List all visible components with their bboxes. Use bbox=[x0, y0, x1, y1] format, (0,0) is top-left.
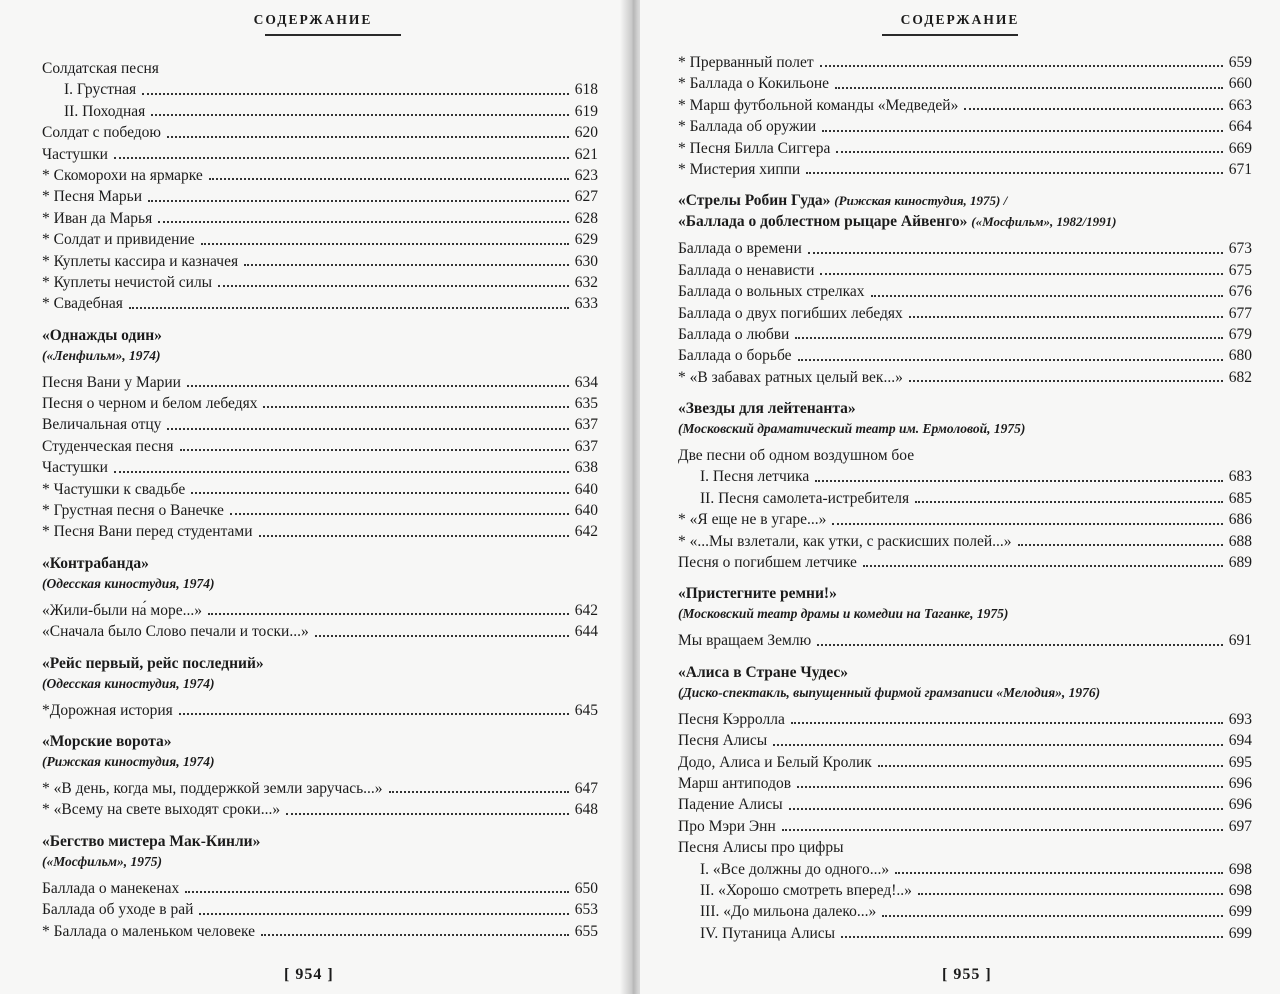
toc-entry bbox=[678, 324, 1252, 345]
entry-page-number: 647 bbox=[574, 779, 598, 797]
toc-list bbox=[42, 58, 598, 315]
entry-page-number: 620 bbox=[574, 124, 598, 142]
entry-page-number: 635 bbox=[574, 395, 598, 413]
toc-entry bbox=[42, 700, 598, 721]
section-source: (Рижская киностудия, 1974) bbox=[42, 753, 215, 769]
entry-page-number: 696 bbox=[1228, 774, 1252, 792]
entry-page-number: 679 bbox=[1228, 325, 1252, 343]
entry-page-number: 699 bbox=[1228, 924, 1252, 942]
toc-entry bbox=[42, 208, 598, 229]
entry-title: * Свадебная bbox=[42, 295, 123, 313]
dot-leader bbox=[180, 449, 569, 451]
entry-page-number: 677 bbox=[1228, 304, 1252, 322]
dot-leader bbox=[791, 722, 1223, 724]
toc-entry bbox=[678, 238, 1252, 259]
entry-title: * «Всему на свете выходят сроки...» bbox=[42, 801, 281, 819]
toc-section bbox=[42, 731, 598, 821]
section-title: «Рейс первый, рейс последний» bbox=[42, 654, 264, 672]
section-source: (Московский театр драмы и комедии на Таганке, 1975) bbox=[678, 606, 1009, 622]
toc-entry bbox=[678, 901, 1252, 922]
section-source: («Мосфильм», 1982/1991) bbox=[971, 214, 1117, 230]
entry-page-number: 689 bbox=[1228, 554, 1252, 572]
toc-entry bbox=[678, 923, 1252, 944]
dot-leader bbox=[167, 428, 568, 430]
toc-entry bbox=[42, 799, 598, 820]
entry-title: Песня Вани у Марии bbox=[42, 373, 181, 391]
dot-leader bbox=[179, 713, 569, 715]
toc-entry bbox=[42, 500, 598, 521]
toc-entry bbox=[42, 122, 598, 143]
section-source: (Одесская киностудия, 1974) bbox=[42, 675, 215, 691]
section-title: «Однажды один» bbox=[42, 326, 162, 344]
left-page bbox=[0, 0, 626, 994]
entry-page-number: 628 bbox=[574, 209, 598, 227]
entry-title: * Иван да Марья bbox=[42, 209, 153, 227]
dot-leader bbox=[808, 252, 1223, 254]
dot-leader bbox=[822, 130, 1223, 132]
dot-leader bbox=[795, 337, 1222, 339]
entry-page-number: 697 bbox=[1228, 817, 1252, 835]
right-page bbox=[640, 0, 1280, 994]
running-head: СОДЕРЖАНИЕ bbox=[900, 12, 1020, 27]
dot-leader bbox=[797, 786, 1223, 788]
toc-entry bbox=[42, 58, 598, 79]
entry-title: I. Грустная bbox=[64, 81, 137, 99]
entry-title: Баллада о любви bbox=[678, 325, 790, 343]
entry-title: «Сначала было Слово печали и тоски...» bbox=[42, 623, 309, 641]
entry-page-number: 699 bbox=[1228, 903, 1252, 921]
toc-entry bbox=[42, 457, 598, 478]
dot-leader bbox=[201, 243, 569, 245]
toc-entry bbox=[678, 445, 1252, 466]
toc-section bbox=[42, 553, 598, 643]
toc-entry bbox=[678, 752, 1252, 773]
toc-entry bbox=[42, 921, 598, 942]
dot-leader bbox=[871, 295, 1223, 297]
dot-leader bbox=[187, 385, 569, 387]
dot-leader bbox=[315, 635, 569, 637]
entry-page-number: 673 bbox=[1228, 240, 1252, 258]
entry-page-number: 650 bbox=[574, 879, 598, 897]
dot-leader bbox=[1018, 544, 1223, 546]
section-source: (Рижская киностудия, 1975) / bbox=[834, 193, 1008, 209]
entry-title: II. Песня самолета-истребителя bbox=[700, 489, 910, 507]
toc-section bbox=[42, 325, 598, 543]
entry-title: * Грустная песня о Ванечке bbox=[42, 502, 224, 520]
section-title: «Контрабанда» bbox=[42, 554, 149, 572]
entry-page-number: 629 bbox=[574, 231, 598, 249]
dot-leader bbox=[832, 523, 1222, 525]
entry-title: Баллада о манекенах bbox=[42, 879, 180, 897]
entry-page-number: 682 bbox=[1228, 368, 1252, 386]
toc-entry bbox=[678, 260, 1252, 281]
entry-title: Додо, Алиса и Белый Кролик bbox=[678, 753, 872, 771]
entry-title: * Прерванный полет bbox=[678, 53, 814, 71]
toc-entry bbox=[678, 138, 1252, 159]
section-title-main: «Баллада о доблестном рыцаре Айвенго» bbox=[678, 213, 968, 231]
entry-title: *Дорожная история bbox=[42, 701, 173, 719]
entry-title: Про Мэри Энн bbox=[678, 817, 776, 835]
dot-leader bbox=[148, 200, 569, 202]
dot-leader bbox=[820, 65, 1223, 67]
toc-entry bbox=[678, 303, 1252, 324]
toc-section bbox=[678, 190, 1252, 388]
entry-page-number: 648 bbox=[574, 801, 598, 819]
section-title: «Бегство мистера Мак-Кинли» bbox=[42, 832, 261, 850]
entry-title: III. «До мильона далеко...» bbox=[700, 903, 877, 921]
entry-page-number: 633 bbox=[574, 295, 598, 313]
toc-entry bbox=[42, 101, 598, 122]
entry-page-number: 669 bbox=[1228, 139, 1252, 157]
toc-entry bbox=[42, 144, 598, 165]
toc-list bbox=[678, 52, 1252, 180]
toc-entry bbox=[42, 479, 598, 500]
dot-leader bbox=[191, 492, 569, 494]
entry-title: * Песня Билла Сиггера bbox=[678, 139, 831, 157]
dot-leader bbox=[259, 535, 569, 537]
section-title: «Пристегните ремни!» bbox=[678, 585, 837, 603]
dot-leader bbox=[782, 829, 1223, 831]
entry-page-number: 653 bbox=[574, 901, 598, 919]
dot-leader bbox=[158, 221, 569, 223]
toc-entry bbox=[678, 52, 1252, 73]
entry-page-number: 638 bbox=[574, 459, 598, 477]
section-source: (Московский драматический театр им. Ермоловой, 1975) bbox=[678, 421, 1026, 437]
dot-leader bbox=[918, 893, 1223, 895]
entry-page-number: 634 bbox=[574, 373, 598, 391]
entry-title: Песня Кэрролла bbox=[678, 710, 785, 728]
toc-section bbox=[42, 653, 598, 721]
toc-entry bbox=[42, 899, 598, 920]
entry-title: Солдатская песня bbox=[42, 59, 159, 77]
toc-entry bbox=[678, 159, 1252, 180]
entry-page-number: 621 bbox=[574, 145, 598, 163]
entry-page-number: 642 bbox=[574, 523, 598, 541]
dot-leader bbox=[789, 808, 1223, 810]
dot-leader bbox=[389, 791, 569, 793]
header-rule bbox=[882, 34, 1018, 36]
toc-entry bbox=[678, 345, 1252, 366]
entry-title: Падение Алисы bbox=[678, 796, 783, 814]
dot-leader bbox=[261, 934, 569, 936]
toc-entry bbox=[42, 372, 598, 393]
toc-section bbox=[678, 662, 1252, 944]
entry-page-number: 680 bbox=[1228, 347, 1252, 365]
entry-page-number: 637 bbox=[574, 416, 598, 434]
entry-page-number: 685 bbox=[1228, 489, 1252, 507]
toc-entry bbox=[678, 488, 1252, 509]
running-head: СОДЕРЖАНИЕ bbox=[253, 12, 373, 27]
toc-entry bbox=[678, 281, 1252, 302]
section-title: «Звезды для лейтенанта» bbox=[678, 400, 856, 418]
dot-leader bbox=[817, 644, 1223, 646]
dot-leader bbox=[915, 501, 1223, 503]
entry-page-number: 693 bbox=[1228, 710, 1252, 728]
section-title: «Алиса в Стране Чудес» bbox=[678, 663, 849, 681]
entry-title: * Песня Марьи bbox=[42, 188, 143, 206]
section-source: (Диско-спектакль, выпущенный фирмой грамзаписи «Мелодия», 1976) bbox=[678, 684, 1101, 700]
dot-leader bbox=[836, 151, 1222, 153]
entry-page-number: 645 bbox=[574, 701, 598, 719]
entry-title: I. «Все должны до одного...» bbox=[700, 860, 890, 878]
toc-entry bbox=[678, 859, 1252, 880]
entry-title: Баллада об уходе в рай bbox=[42, 901, 194, 919]
entry-title: * «...Мы взлетали, как утки, с раскисших полей...» bbox=[678, 532, 1012, 550]
dot-leader bbox=[878, 765, 1223, 767]
toc-entry bbox=[678, 730, 1252, 751]
toc-section bbox=[42, 831, 598, 942]
entry-title: * Баллада о маленьком человеке bbox=[42, 922, 256, 940]
entry-page-number: 640 bbox=[574, 480, 598, 498]
dot-leader bbox=[909, 316, 1223, 318]
section-source: («Ленфильм», 1974) bbox=[42, 347, 161, 363]
toc-entry bbox=[42, 251, 598, 272]
section-source: («Мосфильм», 1975) bbox=[42, 853, 162, 869]
dot-leader bbox=[151, 114, 568, 116]
toc-entry bbox=[42, 414, 598, 435]
entry-page-number: 688 bbox=[1228, 532, 1252, 550]
entry-page-number: 663 bbox=[1228, 96, 1252, 114]
toc-entry bbox=[42, 600, 598, 621]
toc-section bbox=[678, 398, 1252, 573]
entry-page-number: 694 bbox=[1228, 732, 1252, 750]
entry-title: «Жили-были на́ море...» bbox=[42, 601, 202, 619]
toc-entry bbox=[678, 880, 1252, 901]
toc-column-right bbox=[678, 52, 1252, 944]
entry-title: Баллада о двух погибших лебедях bbox=[678, 304, 903, 322]
dot-leader bbox=[882, 915, 1222, 917]
entry-title: Песня о черном и белом лебедях bbox=[42, 395, 258, 413]
dot-leader bbox=[815, 480, 1223, 482]
toc-entry bbox=[678, 95, 1252, 116]
entry-title: * Солдат и привидение bbox=[42, 231, 195, 249]
toc-entry bbox=[42, 521, 598, 542]
entry-title: * Марш футбольной команды «Медведей» bbox=[678, 96, 959, 114]
entry-title: II. «Хорошо смотреть вперед!..» bbox=[700, 881, 912, 899]
dot-leader bbox=[895, 872, 1223, 874]
dot-leader bbox=[208, 613, 569, 615]
toc-entry bbox=[42, 165, 598, 186]
entry-page-number: 618 bbox=[574, 81, 598, 99]
dot-leader bbox=[773, 744, 1223, 746]
dot-leader bbox=[964, 108, 1222, 110]
dot-leader bbox=[863, 565, 1223, 567]
toc-entry bbox=[42, 186, 598, 207]
dot-leader bbox=[244, 264, 569, 266]
section-title-main: «Стрелы Робин Гуда» bbox=[678, 192, 831, 210]
entry-page-number: 619 bbox=[574, 102, 598, 120]
entry-title: II. Походная bbox=[64, 102, 146, 120]
toc-entry bbox=[678, 552, 1252, 573]
toc-entry bbox=[678, 837, 1252, 858]
entry-page-number: 627 bbox=[574, 188, 598, 206]
dot-leader bbox=[286, 813, 569, 815]
toc-entry bbox=[678, 367, 1252, 388]
toc-entry bbox=[678, 466, 1252, 487]
dot-leader bbox=[114, 157, 569, 159]
entry-title: Мы вращаем Землю bbox=[678, 632, 812, 650]
entry-page-number: 660 bbox=[1228, 75, 1252, 93]
entry-title: Студенческая песня bbox=[42, 437, 174, 455]
section-title: «Морские ворота» bbox=[42, 732, 172, 750]
entry-page-number: 696 bbox=[1228, 796, 1252, 814]
dot-leader bbox=[185, 891, 569, 893]
entry-title: * Частушки к свадьбе bbox=[42, 480, 186, 498]
toc-entry bbox=[42, 293, 598, 314]
toc-entry bbox=[678, 773, 1252, 794]
toc-entry bbox=[678, 116, 1252, 137]
dot-leader bbox=[114, 471, 569, 473]
entry-title: Песня Алисы bbox=[678, 732, 768, 750]
entry-title: Две песни об одном воздушном бое bbox=[678, 447, 915, 465]
entry-title: * Баллада о Кокильоне bbox=[678, 75, 830, 93]
entry-title: Марш антиподов bbox=[678, 774, 792, 792]
page-number: [ 955 ] bbox=[942, 966, 992, 983]
entry-title: Баллада о борьбе bbox=[678, 347, 792, 365]
toc-entry bbox=[678, 73, 1252, 94]
entry-title: Величальная отцу bbox=[42, 416, 162, 434]
entry-title: Песня Алисы про цифры bbox=[678, 839, 844, 857]
entry-title: I. Песня летчика bbox=[700, 468, 810, 486]
entry-page-number: 675 bbox=[1228, 261, 1252, 279]
dot-leader bbox=[909, 380, 1223, 382]
toc-entry bbox=[42, 778, 598, 799]
entry-page-number: 644 bbox=[574, 623, 598, 641]
entry-page-number: 659 bbox=[1228, 53, 1252, 71]
entry-title: * Куплеты кассира и казначея bbox=[42, 252, 239, 270]
dot-leader bbox=[835, 87, 1223, 89]
entry-title: * «Я еще не в угаре...» bbox=[678, 511, 827, 529]
toc-entry bbox=[42, 621, 598, 642]
toc-entry bbox=[42, 272, 598, 293]
section-source: (Одесская киностудия, 1974) bbox=[42, 575, 215, 591]
entry-page-number: 637 bbox=[574, 437, 598, 455]
dot-leader bbox=[209, 178, 569, 180]
toc-entry bbox=[42, 79, 598, 100]
entry-page-number: 686 bbox=[1228, 511, 1252, 529]
toc-entry bbox=[678, 509, 1252, 530]
entry-page-number: 664 bbox=[1228, 118, 1252, 136]
entry-title: * Мистерия хиппи bbox=[678, 160, 801, 178]
header-rule bbox=[265, 34, 401, 36]
toc-entry bbox=[42, 229, 598, 250]
section-title bbox=[678, 190, 1252, 211]
toc-entry bbox=[678, 630, 1252, 651]
entry-page-number: 642 bbox=[574, 601, 598, 619]
toc-entry bbox=[678, 794, 1252, 815]
toc-entry bbox=[42, 878, 598, 899]
toc-column-left bbox=[42, 58, 598, 942]
entry-title: Солдат с победою bbox=[42, 124, 162, 142]
entry-page-number: 640 bbox=[574, 502, 598, 520]
toc-entry bbox=[678, 531, 1252, 552]
entry-title: * «В забавах ратных целый век...» bbox=[678, 368, 903, 386]
toc-entry bbox=[678, 709, 1252, 730]
entry-title: Баллада о вольных стрелках bbox=[678, 283, 865, 301]
dot-leader bbox=[199, 913, 568, 915]
entry-page-number: 691 bbox=[1228, 632, 1252, 650]
toc-entry bbox=[678, 816, 1252, 837]
entry-page-number: 698 bbox=[1228, 881, 1252, 899]
entry-page-number: 632 bbox=[574, 273, 598, 291]
dot-leader bbox=[806, 172, 1223, 174]
dot-leader bbox=[218, 285, 569, 287]
page-number: [ 954 ] bbox=[284, 966, 334, 983]
dot-leader bbox=[142, 93, 569, 95]
entry-title: Баллада о времени bbox=[678, 240, 802, 258]
entry-title: IV. Путаница Алисы bbox=[700, 924, 836, 942]
dot-leader bbox=[841, 936, 1223, 938]
entry-page-number: 623 bbox=[574, 166, 598, 184]
entry-title: Частушки bbox=[42, 145, 108, 163]
entry-page-number: 676 bbox=[1228, 283, 1252, 301]
toc-entry bbox=[42, 393, 598, 414]
entry-title: * Скоморохи на ярмарке bbox=[42, 166, 203, 184]
dot-leader bbox=[820, 273, 1222, 275]
entry-title: * Песня Вани перед студентами bbox=[42, 523, 253, 541]
toc-entry bbox=[42, 436, 598, 457]
entry-page-number: 698 bbox=[1228, 860, 1252, 878]
entry-page-number: 630 bbox=[574, 252, 598, 270]
entry-title: Частушки bbox=[42, 459, 108, 477]
dot-leader bbox=[798, 359, 1223, 361]
entry-title: * «В день, когда мы, поддержкой земли заручась...» bbox=[42, 779, 383, 797]
entry-title: Песня о погибшем летчике bbox=[678, 554, 857, 572]
dot-leader bbox=[263, 406, 568, 408]
dot-leader bbox=[167, 136, 569, 138]
entry-title: Баллада о ненависти bbox=[678, 261, 815, 279]
dot-leader bbox=[230, 513, 569, 515]
section-title bbox=[678, 211, 1252, 232]
dot-leader bbox=[129, 307, 569, 309]
toc-section bbox=[678, 583, 1252, 651]
entry-page-number: 695 bbox=[1228, 753, 1252, 771]
entry-page-number: 683 bbox=[1228, 468, 1252, 486]
entry-page-number: 671 bbox=[1228, 160, 1252, 178]
entry-title: * Куплеты нечистой силы bbox=[42, 273, 213, 291]
entry-title: * Баллада об оружии bbox=[678, 118, 817, 136]
entry-page-number: 655 bbox=[574, 922, 598, 940]
